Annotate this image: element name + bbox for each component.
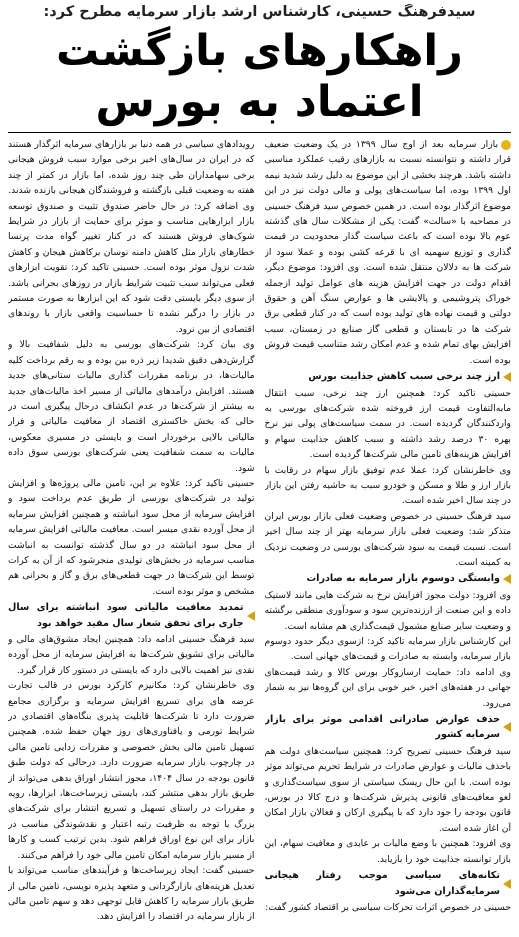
left-column: [8, 137, 255, 937]
news-page: [0, 4, 519, 937]
body-paragraph: سید فرهنگ حسینی تصریح کرد: همچنین سیاست‌های دولت هم باحذف مالیات و عوارض صادرات در شرایط تحریم می‌تواند موثر بوده است. با این حال ریسک سیاستی از سوی سیاست‌گذاری و لغو معافیت‌های قانونی پذیرش شرکت‌ها و درج کالا در بورس، قانون بودجه را جود دارد که با پیگیری ارکان و فعالان بازار امکان آن اغاز شده است.: [264, 745, 511, 834]
body-paragraph: سید فرهنگ حسینی در خصوص وضعیت فعلی بازار بورس ایران متذکر شد: وضعیت فعلی بازار سرمایه بهتر از چند سال اخیر است. نسبت قیمت به سود شرکت‌های بورسی در وضعیت نزدیک به کمینه است.: [264, 510, 511, 568]
section-heading: [265, 712, 512, 743]
body-paragraph: وی اضافه کرد: در حال حاضر صندوق تثبیت و صندوق توسعه بازار ابزارهایی مناسب و موثر برای حمایت از بازار در شرایط شوک‌های فروش هستند که در کنار تغییر گواه مدت پرنسا خطارهای بازار مثل کاهش دامنه نوسان برکاهش هیجان و کاهش شدت نزول موثر بوده است. حسینی تاکید کرد: تقویت ابزارهای فعلی می‌تواند سبب تثبیت شرایط بازار در روزهای بحرانی باشد. از سوی دیگر بایستی دقت شود که این ابزارها به صورت مستمر در بازار را درگیر نشده تا حساسیت واقعی بازار با روندهای اقتصادی از بین نرود.: [8, 200, 255, 335]
section-marker-icon: [503, 372, 511, 382]
headline-divider: [8, 132, 511, 133]
body-paragraph: حسینی گفت: ایجاد زیرساخت‌ها و فرآیندهای مناسب می‌تواند با تعدیل هزینه‌های بازارگردانی و متعهد پذیره نویسی، تامین مالی از طریق بازار سرمایه را کاهش قابل توجهی دهد و سهم تامین مالی از بازار سرمایه در اقتصاد را افزایش دهد.: [8, 865, 255, 923]
section-heading: [265, 369, 512, 384]
section-marker-icon: [503, 722, 511, 732]
body-paragraph: وی ادامه داد: حمایت ارسازوکار بورس کالا و رشد قیمت‌های جهانی در هفته‌های اخیر، خبر خوبی برای این گروه‌ها نیز به شمار می‌رود.: [264, 666, 511, 709]
section-heading-text: وابستگی دوسوم بازار سرمایه به صادرات: [306, 573, 500, 585]
section-marker-icon: [247, 611, 255, 621]
body-paragraph: این کارشناس بازار سرمایه تاکید کرد: ازسوی دیگر حدود دوسوم بازار سرمایه، وابسته به صادرات و قیمت‌های جهانی است.: [264, 636, 511, 663]
section-marker-icon: [503, 879, 511, 889]
body-paragraph: وی خاطرنشان کرد: مکانیزم کارکرد بورس در قالب تجارت عرضه های برای تسریع افزایش سرمایه و برگزاری مجامع ضرورت دارد تا شرکت‌ها قابلیت پذیری بنگاه‌های اقتصادی در شرایط تورمی و یافتاوری‌های روز جهان حفظ شده. همچنین تسهیل تامین مالی بخش خصوصی و مقررات زدایی تامین مالی در چارچوب بازار سرمایه ضرورت دارد. درحالی که دولت طبق قانون بودجه در سال ۱۴۰۴، مجوز انتشار اوراق بدهی می‌تواند از طریق بازار بدهی منتشر کند، بایستی زیرساخت‌ها، ابزارها، رویه و مقررات در راستای تسهیل و تسریع انتشار برای شرکت‌های بزرگ با توجه به ظرفیت رتبه اعتبار و نقدشوندگی مناسب در بازار برای این نوع اوراق فراهم شود. بدین ترتیب کسب و کارها از مسیر بازار سرمایه امکان تامین مالی خود را فراهم می‌کنند.: [8, 680, 255, 861]
lead-text: بازار سرمایه بعد از اوج سال ۱۳۹۹ در یک وضعیت ضعیف قرار داشته و نتوانسته نسبت به بازارهای رقیب عملکرد مناسبی داشته باشد. هرچند بخشی از این موضوع به دلیل رشد شدید نیمه اول ۱۳۹۹ بوده، اما سیاست‌های پولی و مالی دولت نیز در این موضوع اثرگذار بوده است. در همین خصوص سید فرهنگ حسینی در مصاحبه با «سالت» گفت: یکی از مشکلات سال های گذشته عوم بالا بوده است که باعث سیاست گذار محدودیت در قیمت گذاری و توزیع سهمیه ای با قرعه کشی بوده و عملا سود از شرکت ها به دلالان منتقل شده است. وی افزود: موضوع دیگر، اقدام دولت در جهت افزایش هزینه های عوامل تولید ازجمله خوراک پتروشیمی و پالایشی ها و عوارض سنگ آهن و حقوق دولتی و قیمت نهاده های تولید بوده است که در کنار قطعی برق شرکت ها در تابستان و قطعی گاز صنایع در زمستان، سبب افزایش بهای تمام شده و عدم امکان رشد متناسب قیمت فروش بوده است.: [264, 139, 511, 366]
body-paragraph: وی افزود: دولت مجوز افزایش نرخ به شرکت هایی مانند لاستیک داده و این صنعت از ارزنده‌ترین سود و سودآوری منطقی برگشته و وضعیت سایر صنایع مشمول قیمت‌گذاری هم مشابه است.: [264, 589, 511, 632]
body-paragraph: وی خاطرنشان کرد: عملا عدم توفیق بازار سهام در رقابت با بازار ارز و طلا و مسکن و خودرو سبب به حاشیه رفتن این بازار در چند سال اخیر شده است.: [264, 464, 511, 507]
section-heading-text: حذف عوارض صادراتی اقدامی موثر برای بازار سرمایه کشور: [264, 714, 500, 741]
section-heading: [8, 600, 255, 631]
lead-paragraph: [265, 137, 512, 368]
body-paragraph: رویدادهای سیاسی در همه دنیا بر بازارهای سرمایه اثرگذار هستند که در ایران در سال‌های اخیر برخی موارد سبب فروش هیجانی برخی سهامداران طی چند روز شده، اما بازار در کمتر از چند هفته به وضعیت قبلی بازگشته و فروشندگان هیجانی بازنده شدند.: [8, 139, 255, 197]
section-heading: [265, 571, 512, 586]
section-marker-icon: [503, 574, 511, 584]
body-paragraph: سید فرهنگ حسینی ادامه داد: همچنین ایجاد مشوق‌های مالی و مالیاتی برای تشویق شرکت‌ها به افزایش سرمایه از محل آورده نقدی نیز اهمیت بالایی دارد که بایستی در دستور کار قرار گیرد.: [8, 634, 255, 676]
body-paragraph: وی افزود: همچنین با وضع مالیات بر عایدی و معافیت سهام، این بازار توانسته جذابیت خود را بازیابد.: [264, 838, 511, 865]
article-columns: [8, 137, 511, 937]
section-heading: [265, 868, 512, 899]
headline-line-2: اعتماد به بورس: [95, 77, 424, 127]
lead-bullet-icon: [501, 140, 511, 150]
right-column: [265, 137, 512, 937]
body-paragraph: حسینی در خصوص اثرات تحرکات سیاسی بر اقتصاد کشور گفت:: [265, 901, 511, 913]
headline-line-1: راهکارهای بازگشت: [56, 26, 463, 76]
body-paragraph: وی بیان کرد: شرکت‌های بورسی به دلیل شفافیت بالا و گزارش‌دهی دقیق شدیدا زیر ذره بین بوده و به رقم برداخت کلیه مالیات‌ها، در برنامه مقررات گذاری مالیات ستانی‌های جدید هستند. افزایش درآمدهای مالیاتی از مسیر اخذ مالیات‌های جدید به بیشتر از شرکت‌ها در عدم انکشاف درحال پیگیری است در حالی که بخش خاکستری اقتصاد از معافیت مالیاتی و فرار مالیاتی بالایی برخوردار است و بایستی در مسیری معکوس، مالیات به سمت شفافیت یعنی شرکت‌های بورسی سوق داده شود.: [8, 339, 255, 474]
body-paragraph: حسینی تاکید کرد: علاوه بر این، تامین مالی پروژه‌ها و افزایش تولید در شرکت‌های بورسی از طریق عدم برداخت سود و افزایش سرمایه از محل سود انباشته و همچنین افزایش سرمایه از محل آورده نقدی میسر است. معافیت مالیاتی افزایش سرمایه از محل سود انباشته در دو سال گذشته توانست به انباشت مناسب سرمایه در بخش‌های تولیدی منجرشود که از آن به کرات توسط این شرکت‌ها در جهت قطعی‌های برق و گاز و بحرانی هم مشخص و موثر بوده است.: [8, 477, 255, 597]
section-heading-text: تمدید معافیت مالیاتی سود انباشته برای سال جاری برای تحقق شعار سال مفید خواهد بود: [8, 602, 244, 629]
section-heading-text: ارز چند نرخی سبب کاهش جذابیت بورس: [308, 371, 500, 383]
body-paragraph: حسینی تاکید کرد: همچنین ارز چند نرخی، سبب انتقال مابه‌التفاوت قیمت ارز فروخته شده شرکت‌های بورسی به واردکنندگان گردیده است. در سمت سیاست‌های پولی نیز نرخ بهره ۳۰ درصد رشد داشته و سبب کاهش جذابیت سهام و افزایش هزینه‌های تامین مالی شرکت‌ها گردیده است.: [264, 387, 511, 461]
section-heading-text: تکانه‌های سیاسی موجب رفتار هیجانی سرمایه‌گذاران می‌شود: [264, 870, 500, 897]
article-kicker: سیدفرهنگ حسینی، کارشناس ارشد بازار سرمایه مطرح کرد:: [43, 4, 476, 20]
